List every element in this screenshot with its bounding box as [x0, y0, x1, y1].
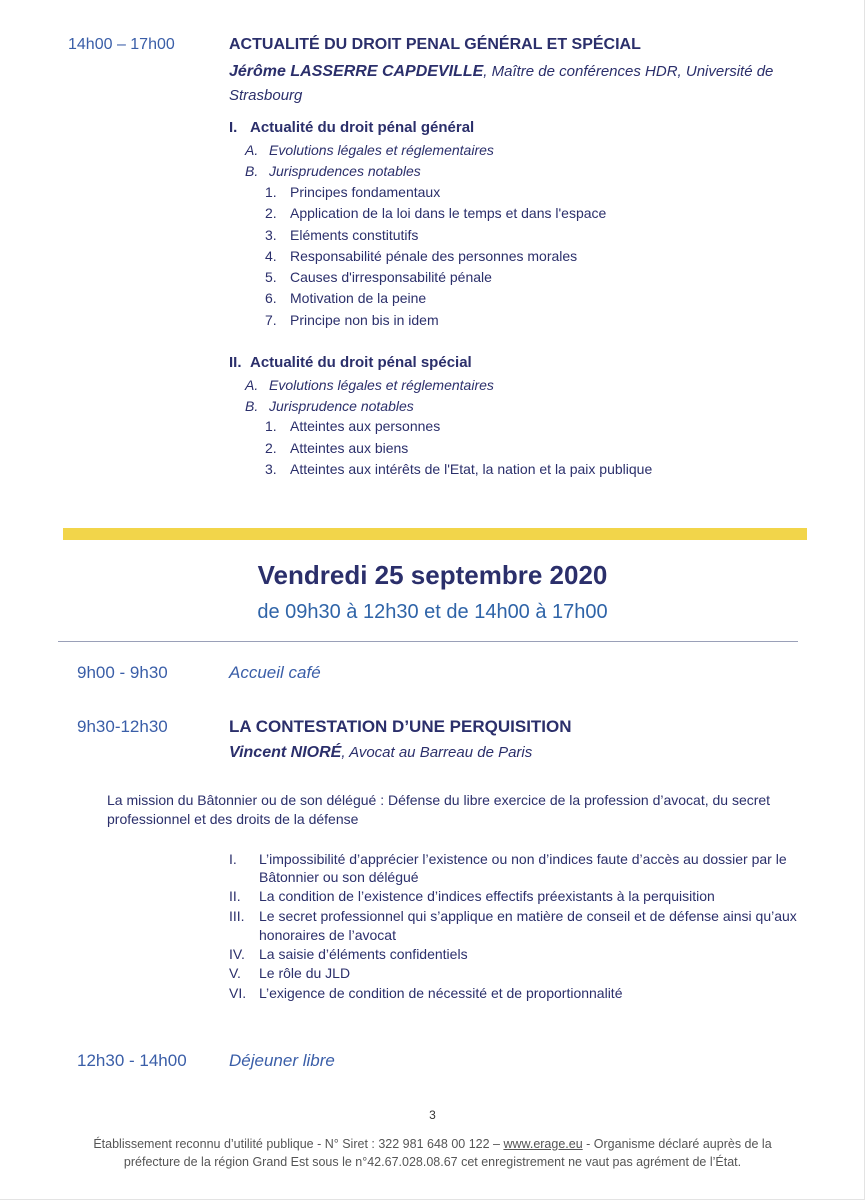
point-text: L’exigence de condition de nécessité et de proportionnalité	[259, 985, 623, 1001]
welcome-time: 9h00 - 9h30	[77, 663, 168, 682]
list-item: Eléments constitutifs	[290, 227, 419, 243]
list-item: Causes d'irresponsabilité pénale	[290, 269, 492, 285]
point-text: La condition de l’existence d’indices effectifs préexistants à la perquisition	[259, 888, 715, 904]
point-label: I.	[229, 851, 237, 867]
subsection-label: B.	[245, 163, 259, 179]
point-label: II.	[229, 888, 241, 904]
website-link[interactable]: www.erage.eu	[503, 1137, 583, 1151]
point-label: V.	[229, 965, 241, 981]
list-item: Principes fondamentaux	[290, 184, 441, 200]
subsection-text: Evolutions légales et réglementaires	[269, 142, 494, 158]
lunch-time: 12h30 - 14h00	[77, 1051, 187, 1070]
speaker-line	[229, 744, 532, 762]
day-title: Vendredi 25 septembre 2020	[257, 560, 608, 590]
section-title: Actualité du droit pénal spécial	[250, 354, 472, 371]
session-time: 9h30-12h30	[77, 717, 168, 736]
subsection-text: Jurisprudence notables	[269, 398, 414, 414]
welcome-label: Accueil café	[229, 663, 321, 682]
lunch-label: Déjeuner libre	[229, 1051, 335, 1070]
session-title: LA CONTESTATION D’UNE PERQUISITION	[229, 717, 572, 736]
section-label: I.	[229, 119, 238, 136]
day-hours: de 09h30 à 12h30 et de 14h00 à 17h00	[257, 601, 608, 623]
footer-text: - Organisme déclaré auprès de la	[582, 1137, 772, 1151]
point-text: Bâtonnier ou son délégué	[259, 869, 419, 885]
footer	[40, 1135, 825, 1171]
list-item-number: 7.	[265, 312, 277, 328]
subsection-text: Jurisprudences notables	[269, 163, 421, 179]
point-text: Le rôle du JLD	[259, 965, 351, 981]
footer-line-1	[40, 1135, 825, 1153]
list-item: Atteintes aux biens	[290, 440, 409, 456]
list-item-number: 4.	[265, 248, 277, 264]
footer-text: Établissement reconnu d’utilité publique - N° Siret : 322 981 648 00 122 –	[93, 1137, 504, 1151]
point-label: VI.	[229, 985, 247, 1001]
section-title: Actualité du droit pénal général	[250, 119, 475, 136]
speaker-role-continued: Strasbourg	[229, 87, 303, 104]
list-item: Responsabilité pénale des personnes morales	[290, 248, 578, 264]
yellow-separator	[63, 528, 807, 540]
speaker-line	[229, 63, 773, 81]
divider-line	[58, 641, 798, 642]
point-text: L’impossibilité d’apprécier l’existence ou non d’indices faute d’accès au dossier par le	[259, 851, 787, 867]
subsection-label: A.	[245, 142, 259, 158]
subsection-label: B.	[245, 398, 259, 414]
list-item-number: 2.	[265, 440, 277, 456]
speaker-name: Jérôme LASSERRE CAPDEVILLE	[229, 63, 484, 80]
point-text: La saisie d’éléments confidentiels	[259, 946, 468, 962]
subsection-label: A.	[245, 377, 259, 393]
speaker-name: Vincent NIORÉ	[229, 744, 342, 761]
list-item-number: 3.	[265, 461, 277, 477]
list-item: Atteintes aux intérêts de l'Etat, la nation et la paix publique	[290, 461, 653, 477]
list-item: Motivation de la peine	[290, 290, 427, 306]
speaker-role: , Maître de conférences HDR, Université de	[483, 63, 774, 80]
list-item: Principe non bis in idem	[290, 312, 439, 328]
point-label: IV.	[229, 946, 245, 962]
footer-line-2: préfecture de la région Grand Est sous le n°42.67.028.08.67 cet enregistrement ne vaut pas agrément de l’État.	[123, 1155, 742, 1169]
subsection-text: Evolutions légales et réglementaires	[269, 377, 494, 393]
speaker-role: , Avocat au Barreau de Paris	[341, 744, 533, 761]
list-item: Application de la loi dans le temps et dans l'espace	[290, 205, 607, 221]
list-item-number: 2.	[265, 205, 277, 221]
intro-paragraph-line: professionnel et des droits de la défense	[107, 811, 359, 827]
list-item-number: 1.	[265, 418, 277, 434]
list-item-number: 6.	[265, 290, 277, 306]
intro-paragraph-line: La mission du Bâtonnier ou de son délégué : Défense du libre exercice de la profession d’avocat, du secret	[107, 792, 771, 808]
session-time: 14h00 – 17h00	[68, 36, 175, 53]
list-item: Atteintes aux personnes	[290, 418, 441, 434]
point-text: honoraires de l’avocat	[259, 927, 396, 943]
point-label: III.	[229, 908, 245, 924]
section-label: II.	[229, 354, 242, 371]
list-item-number: 5.	[265, 269, 277, 285]
point-text: Le secret professionnel qui s’applique en matière de conseil et de défense ainsi qu’aux	[259, 908, 797, 924]
session-title: ACTUALITÉ DU DROIT PENAL GÉNÉRAL ET SPÉCIAL	[229, 36, 641, 53]
page-number: 3	[429, 1108, 436, 1122]
list-item-number: 3.	[265, 227, 277, 243]
list-item-number: 1.	[265, 184, 277, 200]
